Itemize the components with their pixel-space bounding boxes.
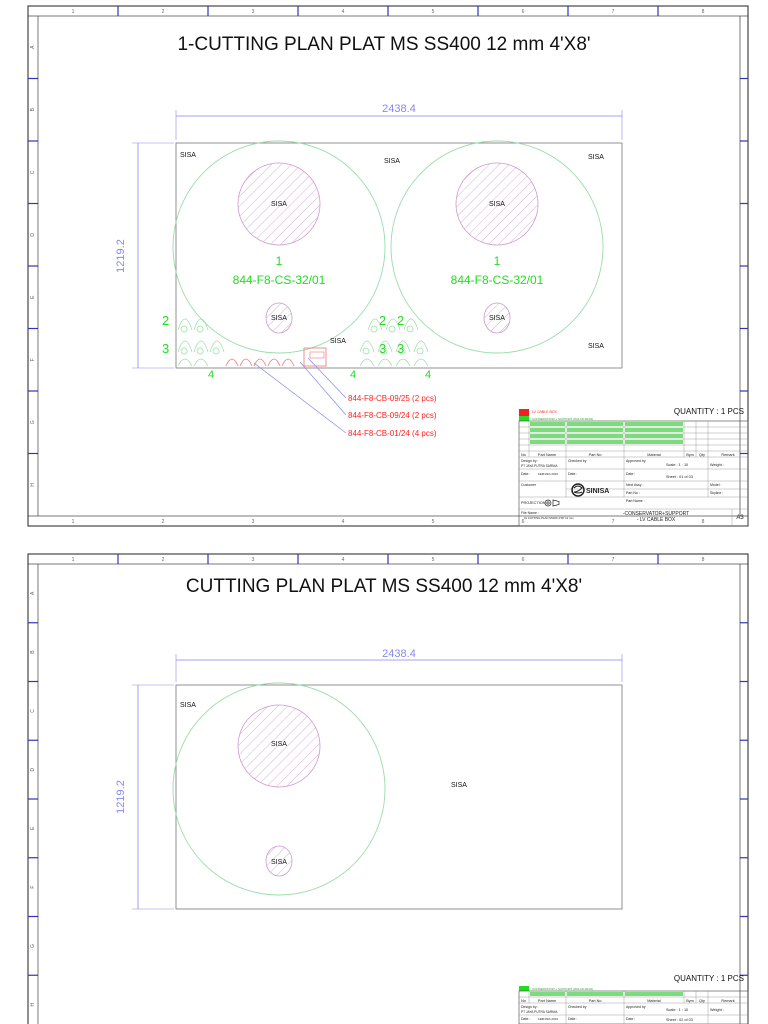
table-header: Remark: [721, 999, 735, 1003]
frame-column-label: 2: [161, 519, 165, 525]
table-header: Material: [647, 999, 661, 1003]
table-header: Qty: [699, 999, 705, 1003]
table-header: Part No: [588, 453, 602, 457]
frame-row-label: H: [30, 1002, 36, 1007]
frame-column-label: 5: [431, 519, 435, 525]
part-number-left: 1: [275, 254, 283, 268]
nested-bracket-parts: [178, 319, 428, 366]
table-header: Bym: [686, 453, 694, 457]
part-code-right: 844-F8-CS-32/01: [450, 273, 544, 287]
frame-row-label: D: [30, 767, 36, 772]
scale-label: Scale : 1 : 10: [666, 463, 689, 467]
frame-row-label: A: [30, 45, 36, 49]
part-number-2: 2: [397, 313, 405, 328]
frame-column-label: 2: [161, 557, 165, 563]
part-number-3: 3: [162, 341, 170, 356]
legend-green-swatch: [519, 986, 529, 991]
table-header: Bym: [686, 999, 694, 1003]
date-label: Date :: [626, 1017, 636, 1021]
sheet-separator: [0, 540, 768, 548]
file-name-value: 01 CUTTING PLAN SS400 4'X8' 12 mm: [524, 516, 574, 520]
sisa-label: SISA: [271, 315, 287, 322]
frame-row-label: C: [30, 170, 36, 175]
sheet-2-drawing: [0, 548, 768, 1024]
frame-column-label: 4: [341, 557, 345, 563]
frame-column-label: 3: [251, 557, 255, 563]
weight-label: Weight :: [710, 1008, 724, 1012]
part-number-right: 1: [493, 254, 501, 268]
checked-by-label: Checked by: [568, 1005, 587, 1009]
legend-green-swatch: [519, 416, 529, 421]
nested-rect-part: [304, 348, 326, 366]
frame-column-label: 8: [701, 9, 705, 15]
model-label: Model :: [710, 483, 722, 487]
frame-row-label: C: [30, 709, 36, 713]
drawing-description-2: - LV CABLE BOX: [636, 517, 676, 523]
quantity-label: QUANTITY : 1 PCS: [673, 974, 744, 983]
file-name-label: File Name :: [521, 511, 539, 515]
width-dimension-text: 2438.4: [382, 648, 416, 660]
frame-row-label: B: [30, 108, 36, 112]
sisa-label: SISA: [451, 782, 467, 789]
sisa-label: SISA: [271, 859, 287, 866]
company-logo: [572, 484, 609, 496]
frame-column-label: 8: [701, 519, 705, 525]
company-logo-text: SINISA: [586, 488, 610, 495]
frame-row-label: G: [30, 420, 36, 425]
part-number-4: 4: [425, 369, 432, 381]
frame-column-label: 1: [71, 519, 75, 525]
part-number-2: 2: [379, 313, 387, 328]
frame-row-label: B: [30, 650, 36, 654]
frame-column-label: 7: [611, 557, 615, 563]
design-by-name: PT JAYA PUTRA SARNIA: [521, 464, 558, 468]
frame-row-label: D: [30, 232, 36, 237]
date-label: Date :: [521, 1017, 531, 1021]
table-header: Remark: [721, 453, 735, 457]
sisa-label: SISA: [384, 158, 400, 165]
legend-title: LV CABLE BOX: [532, 410, 557, 414]
frame-column-label: 5: [431, 9, 435, 15]
date-label: Date :: [626, 472, 636, 476]
page-title: 1-CUTTING PLAN PLAT MS SS400 12 mm 4'X8': [177, 34, 591, 55]
plate-outline: [176, 143, 622, 368]
table-header: No: [521, 999, 526, 1003]
frame-column-label: 1: [71, 557, 75, 563]
frame-column-label: 1: [71, 9, 75, 15]
date-label: Date :: [521, 472, 531, 476]
callout-leader-lines: [254, 358, 346, 433]
sisa-label: SISA: [330, 338, 346, 345]
drawing-sheet-2: [0, 548, 768, 1024]
sisa-label: SISA: [180, 152, 196, 159]
design-by-label: Design by :: [521, 459, 539, 463]
approved-by-label: Approved by: [626, 459, 646, 463]
next-assy-label: Next Assy :: [626, 483, 644, 487]
frame-column-label: 6: [521, 9, 525, 15]
skyline-label: Skyline :: [710, 491, 724, 495]
frame-column-label: 8: [701, 557, 705, 563]
part-number-4: 4: [208, 369, 215, 381]
frame-column-label: 3: [251, 9, 255, 15]
part-name-label: Part Name :: [626, 499, 645, 503]
plate-outline: [176, 685, 622, 909]
sheet-size: A3: [736, 515, 744, 521]
sisa-label: SISA: [588, 154, 604, 161]
callout-part-2: 844-F8-CB-09/24 (2 pcs): [348, 411, 437, 420]
design-by-label: Design by :: [521, 1005, 539, 1009]
width-dimension-text: 2438.4: [382, 103, 416, 115]
frame-zone-markers: [28, 6, 748, 525]
frame-column-label: 3: [251, 519, 255, 525]
date-label: Date :: [568, 472, 578, 476]
part-number-3: 3: [397, 341, 405, 356]
projection-label: PROJECTION: [521, 501, 546, 505]
sisa-label: SISA: [489, 201, 505, 208]
date-value: FEB 09th 2016: [538, 1017, 559, 1021]
legend-red-swatch: [519, 409, 529, 416]
frame-column-label: 7: [611, 9, 615, 15]
scale-label: Scale : 1 : 10: [666, 1008, 689, 1012]
frame-column-label: 6: [521, 557, 525, 563]
quantity-label: QUANTITY : 1 PCS: [673, 407, 744, 416]
frame-row-label: E: [30, 295, 36, 299]
sisa-label: SISA: [271, 741, 287, 748]
legend-subtitle: CONSERVATOR + SUPPORT (844-F8-00/01): [532, 417, 594, 421]
drawing-frame: [28, 554, 748, 1024]
part-code-left: 844-F8-CS-32/01: [232, 273, 326, 287]
legend-subtitle: CONSERVATOR + SUPPORT (844-F8-00/01): [532, 987, 594, 991]
design-by-name: PT JAYA PUTRA SARNIA: [521, 1010, 558, 1014]
table-header: Part Name: [537, 999, 557, 1003]
sisa-label: SISA: [180, 702, 196, 709]
frame-column-label: 6: [521, 519, 525, 525]
sisa-label: SISA: [271, 201, 287, 208]
frame-column-label: 2: [161, 9, 165, 15]
table-header: No: [521, 453, 526, 457]
frame-row-label: F: [30, 358, 36, 362]
part-number-3: 3: [379, 341, 387, 356]
frame-column-label: 7: [611, 519, 615, 525]
frame-row-label: E: [30, 826, 36, 831]
sisa-label: SISA: [588, 343, 604, 350]
frame-row-label: F: [30, 885, 36, 889]
approved-by-label: Approved by: [626, 1005, 646, 1009]
part-number-4: 4: [350, 369, 357, 381]
part-no-label: Part No :: [626, 491, 640, 495]
drawing-frame: [28, 6, 748, 526]
frame-column-label: 4: [341, 519, 345, 525]
height-dimension-text: 1219.2: [115, 239, 127, 273]
frame-row-label: G: [30, 943, 36, 948]
page-title: CUTTING PLAN PLAT MS SS400 12 mm 4'X8': [185, 576, 583, 597]
date-value: FEB 09th 2016: [538, 472, 559, 476]
table-header: Material: [647, 453, 661, 457]
frame-row-label: H: [30, 482, 36, 487]
table-header: Qty: [699, 453, 705, 457]
sheet-number: Sheet : 01 of 03: [666, 475, 693, 479]
weight-label: Weight :: [710, 463, 724, 467]
drawing-description-1: -CONSERVATOR+SUPPORT: [622, 511, 690, 517]
callout-part-3: 844-F8-CB-01/24 (4 pcs): [348, 429, 437, 438]
title-block: [519, 407, 748, 526]
frame-zone-markers: [28, 554, 748, 1024]
callout-part-1: 844-F8-CB-09/25 (2 pcs): [348, 394, 437, 403]
table-header: Part No: [588, 999, 602, 1003]
frame-column-label: 4: [341, 9, 345, 15]
part-number-2: 2: [162, 313, 170, 328]
sisa-label: SISA: [489, 315, 505, 322]
table-header: Part Name: [537, 453, 557, 457]
customer-label: Customer: [521, 483, 537, 487]
date-label: Date :: [568, 1017, 578, 1021]
height-dimension-text: 1219.2: [115, 780, 127, 814]
sheet-number: Sheet : 02 of 03: [666, 1018, 693, 1022]
nested-small-parts: [226, 359, 294, 366]
checked-by-label: Checked by: [568, 459, 587, 463]
projection-symbol-icon: [545, 500, 559, 506]
frame-column-label: 5: [431, 557, 435, 563]
frame-row-label: A: [30, 591, 36, 596]
title-block: [519, 974, 748, 1024]
